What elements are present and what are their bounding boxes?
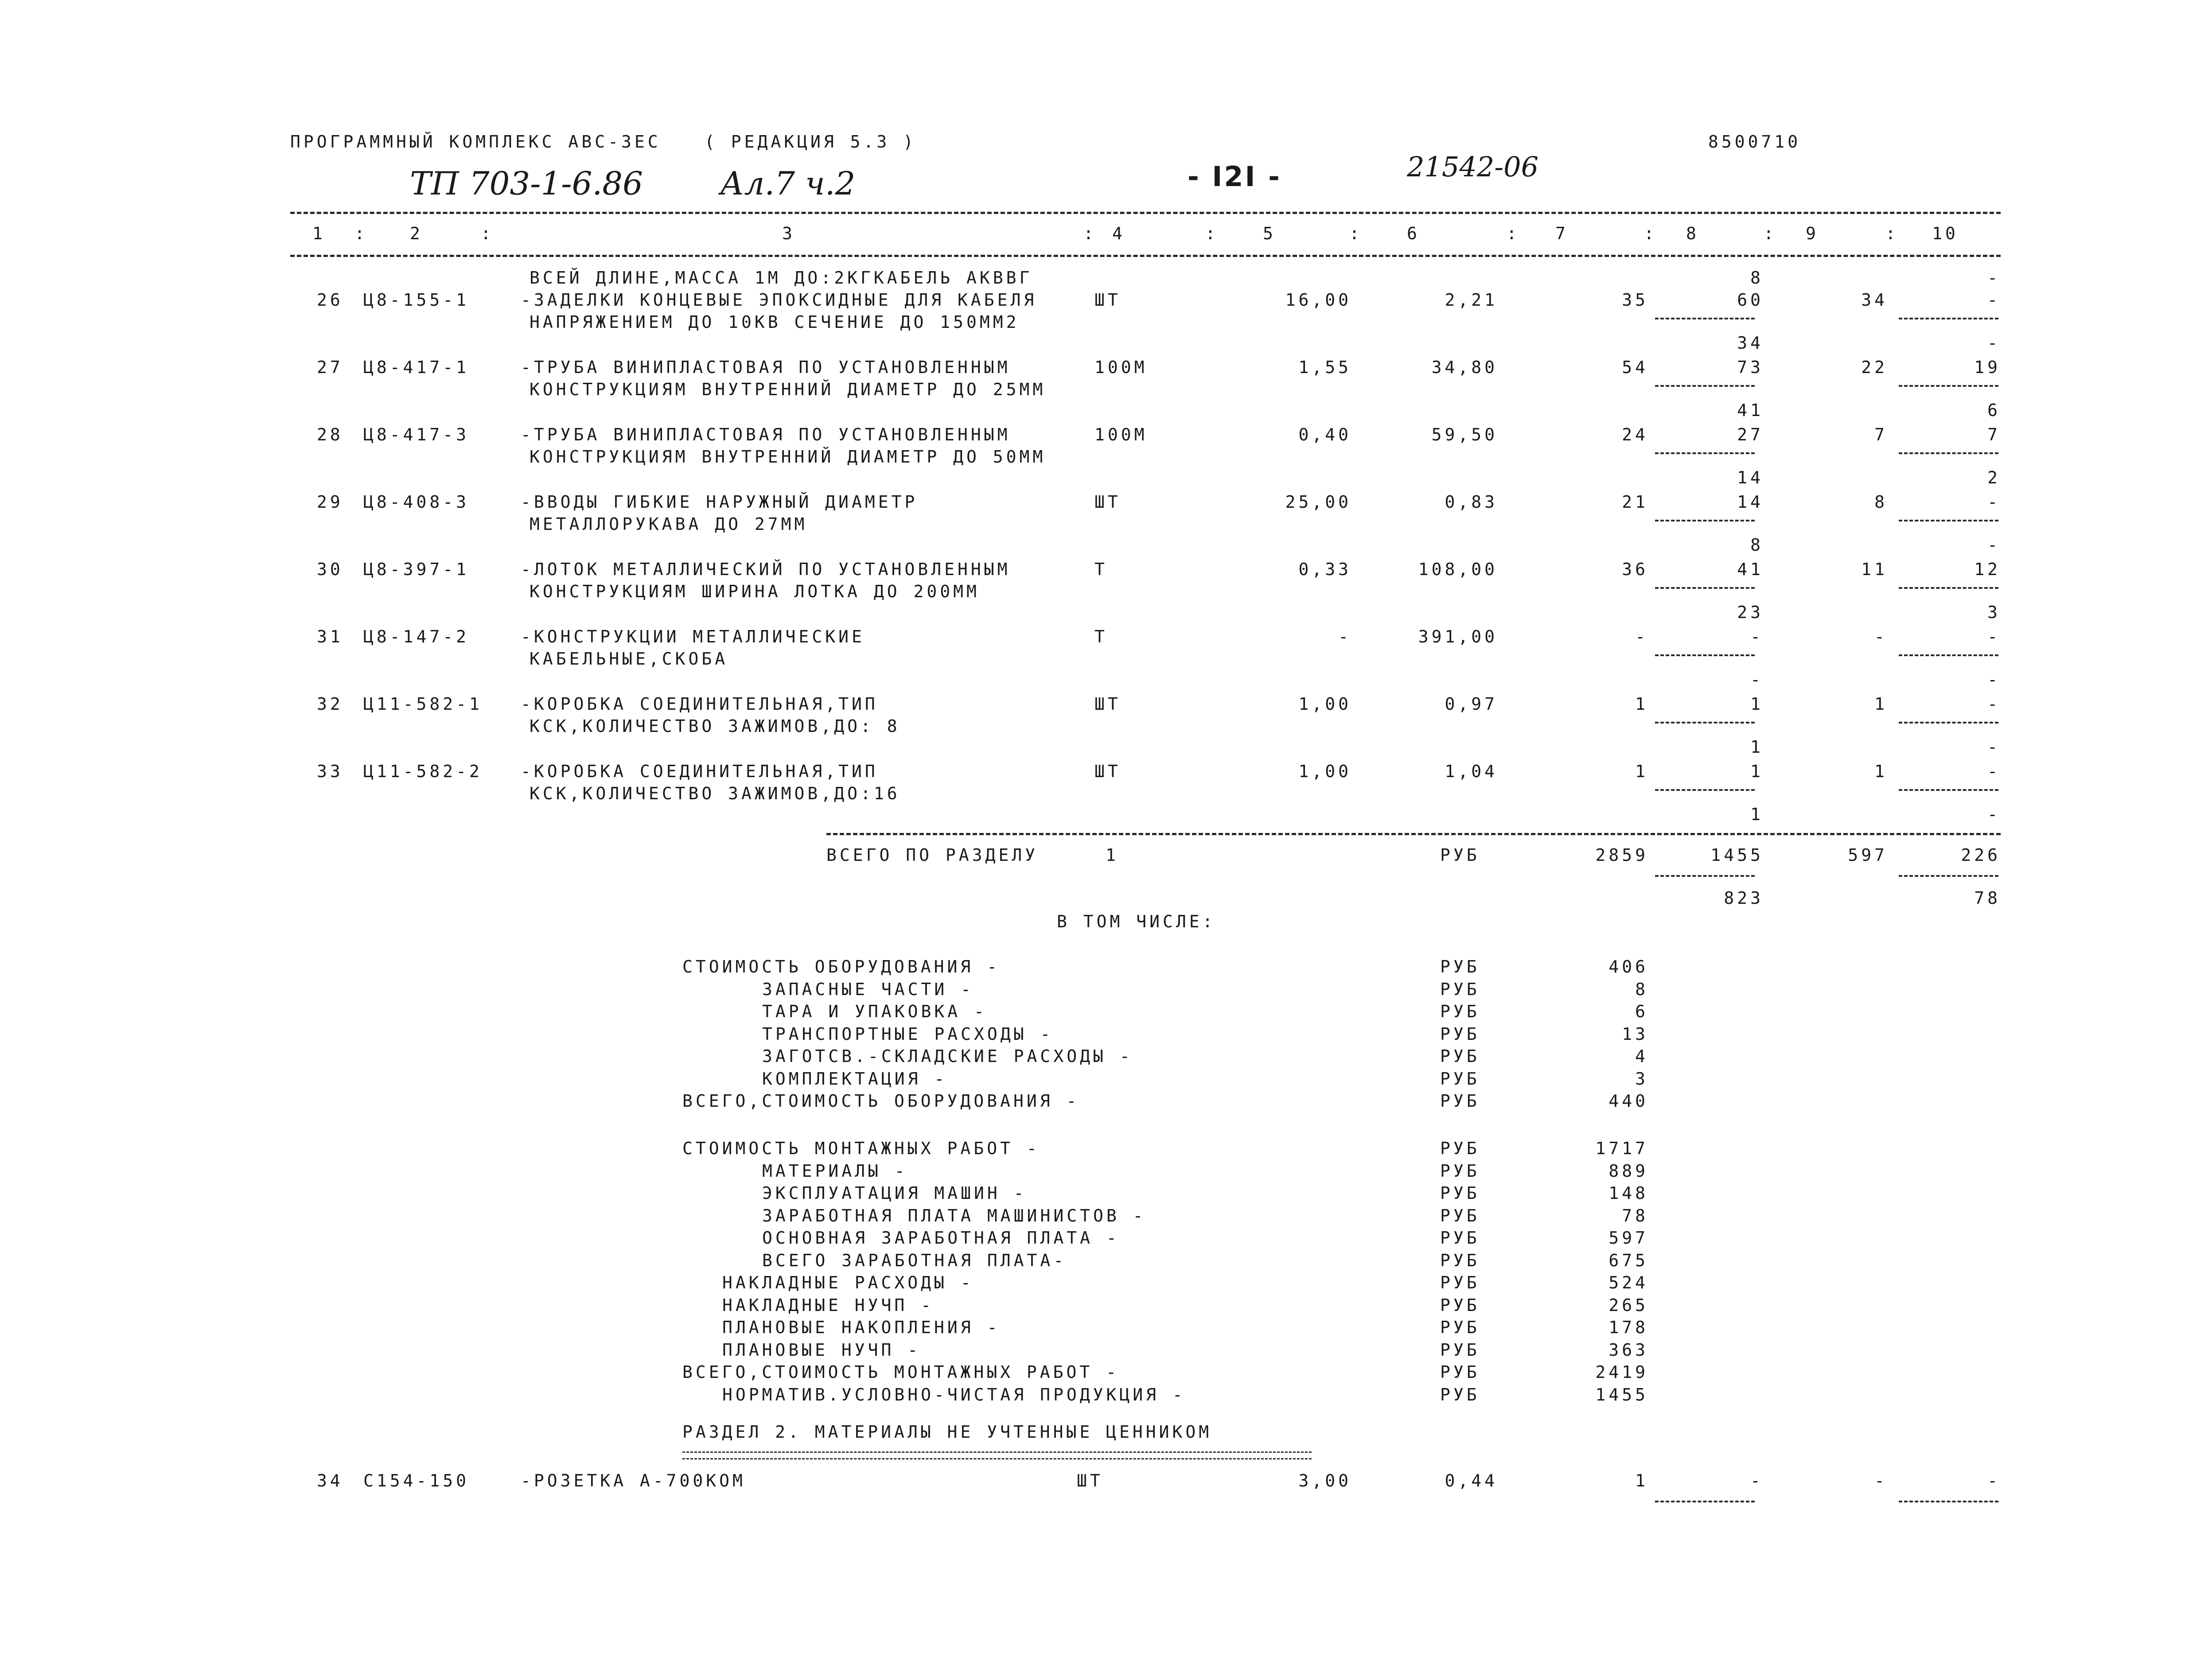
total-rule xyxy=(826,833,2001,835)
row-description-line: -КОРОБКА СОЕДИНИТЕЛЬНАЯ,ТИП xyxy=(521,762,878,781)
row-quantity: 1,00 xyxy=(1298,694,1351,714)
row-number: 27 xyxy=(317,358,343,377)
row-description-line: -ВВОДЫ ГИБКИЕ НАРУЖНЫЙ ДИАМЕТР xyxy=(521,492,918,512)
row-c8-rule xyxy=(1655,654,1755,656)
row-c10: - xyxy=(1987,627,2001,646)
row-c10-rule xyxy=(1899,452,1998,454)
row-continuation-text: ВСЕЙ ДЛИНЕ,МАССА 1М ДО:2КГКАБЕЛЬ АКВВГ xyxy=(530,268,1033,288)
row-description-line: КСК,КОЛИЧЕСТВО ЗАЖИМОВ,ДО:16 xyxy=(530,784,900,803)
breakdown-value: 406 xyxy=(1608,957,1648,977)
section-total-unit: РУБ xyxy=(1440,845,1480,865)
row-c10: - xyxy=(1987,290,2001,310)
column-separator: : xyxy=(1083,224,1097,243)
breakdown-value: 265 xyxy=(1608,1296,1648,1315)
row-c10-rule xyxy=(1899,587,1998,589)
section-total-c10: 226 xyxy=(1961,845,2001,865)
row-code: Ц8-397-1 xyxy=(363,560,470,579)
breakdown-value: 3 xyxy=(1635,1069,1648,1089)
breakdown-unit: РУБ xyxy=(1440,1385,1480,1404)
row-c10-rule xyxy=(1899,385,1998,387)
section2-row-desc: -РОЗЕТКА А-700КОМ xyxy=(521,1471,746,1490)
breakdown-label: ВСЕГО ЗАРАБОТНАЯ ПЛАТА- xyxy=(762,1251,1067,1270)
row-c10: 12 xyxy=(1974,560,2001,579)
row-description-line: -ТРУБА ВИНИПЛАСТОВАЯ ПО УСТАНОВЛЕННЫМ xyxy=(521,358,1011,377)
breakdown-label: ПЛАНОВЫЕ НУЧП - xyxy=(722,1340,921,1360)
breakdown-label: СТОИМОСТЬ ОБОРУДОВАНИЯ - xyxy=(682,957,1001,977)
row-unit: Т xyxy=(1094,560,1108,579)
breakdown-unit: РУБ xyxy=(1440,1318,1480,1337)
breakdown-value: 1717 xyxy=(1595,1139,1648,1158)
breakdown-unit: РУБ xyxy=(1440,1296,1480,1315)
section2-row-code: С154-150 xyxy=(363,1471,470,1490)
row-c8: 14 xyxy=(1737,492,1764,512)
breakdown-value: 4 xyxy=(1635,1047,1648,1066)
breakdown-value: 889 xyxy=(1608,1161,1648,1181)
row-c8-sub: 41 xyxy=(1737,401,1764,420)
column-header-10: 10 xyxy=(1932,224,1959,243)
row-c7: 35 xyxy=(1622,290,1648,310)
including-label: В ТОМ ЧИСЛЕ: xyxy=(1057,912,1216,931)
breakdown-value: 148 xyxy=(1608,1183,1648,1203)
row-quantity: 1,00 xyxy=(1298,762,1351,781)
column-header-4: 4 xyxy=(1112,224,1125,243)
row-c9: 1 xyxy=(1874,762,1888,781)
row-c8: 1 xyxy=(1750,694,1764,714)
section2-double-rule xyxy=(682,1451,1312,1459)
breakdown-unit: РУБ xyxy=(1440,957,1480,977)
row-description-line: КСК,КОЛИЧЕСТВО ЗАЖИМОВ,ДО: 8 xyxy=(530,716,900,736)
section2-title: РАЗДЕЛ 2. МАТЕРИАЛЫ НЕ УЧТЕННЫЕ ЦЕННИКОМ xyxy=(682,1422,1212,1442)
row-code: Ц11-582-2 xyxy=(363,762,483,781)
row-c10: - xyxy=(1987,694,2001,714)
row-c8-sub: 14 xyxy=(1737,468,1764,487)
breakdown-value: 597 xyxy=(1608,1228,1648,1248)
row-c10-sub: - xyxy=(1987,670,2001,689)
section2-row-c8: - xyxy=(1750,1471,1764,1490)
row-c10-rule xyxy=(1899,722,1998,724)
column-separator: : xyxy=(1644,224,1657,243)
breakdown-value: 524 xyxy=(1608,1273,1648,1292)
row-c10-rule xyxy=(1899,654,1998,656)
row-c10-sub: - xyxy=(1987,805,2001,824)
row-c7: 54 xyxy=(1622,358,1648,377)
section-total-c9: 597 xyxy=(1848,845,1888,865)
row-unit-price: 0,97 xyxy=(1445,694,1498,714)
breakdown-unit: РУБ xyxy=(1440,1161,1480,1181)
row-c9: 34 xyxy=(1861,290,1888,310)
row-code: Ц8-417-1 xyxy=(363,358,470,377)
breakdown-label: НАКЛАДНЫЕ НУЧП - xyxy=(722,1296,935,1315)
row-unit: ШТ xyxy=(1094,492,1121,512)
breakdown-label: ЭКСПЛУАТАЦИЯ МАШИН - xyxy=(762,1183,1027,1203)
column-header-9: 9 xyxy=(1806,224,1819,243)
breakdown-unit: РУБ xyxy=(1440,1362,1480,1382)
breakdown-value: 1455 xyxy=(1595,1385,1648,1404)
section-total-label: ВСЕГО ПО РАЗДЕЛУ xyxy=(826,845,1039,865)
row-unit-price: 0,83 xyxy=(1445,492,1498,512)
row-c10-top: - xyxy=(1987,268,2001,288)
row-c7: 1 xyxy=(1635,762,1648,781)
breakdown-label: ЗАПАСНЫЕ ЧАСТИ - xyxy=(762,980,974,999)
row-c10: 19 xyxy=(1974,358,2001,377)
section-total-c10-sub: 78 xyxy=(1974,888,2001,908)
breakdown-label: ТРАНСПОРТНЫЕ РАСХОДЫ - xyxy=(762,1024,1054,1044)
column-header-3: 3 xyxy=(782,224,795,243)
breakdown-value: 363 xyxy=(1608,1340,1648,1360)
row-quantity: 0,40 xyxy=(1298,425,1351,444)
column-separator: : xyxy=(1349,224,1363,243)
breakdown-label: ЗАГОТСВ.-СКЛАДСКИЕ РАСХОДЫ - xyxy=(762,1047,1133,1066)
section-total-c8: 1455 xyxy=(1710,845,1764,865)
row-c10-rule xyxy=(1899,789,1998,791)
breakdown-label: МАТЕРИАЛЫ - xyxy=(762,1161,908,1181)
handwritten-album-stamp: Ал.7 ч.2 xyxy=(720,165,856,202)
breakdown-label: ЗАРАБОТНАЯ ПЛАТА МАШИНИСТОВ - xyxy=(762,1206,1146,1225)
handwritten-inventory-number: 21542-06 xyxy=(1407,151,1539,183)
row-quantity: 16,00 xyxy=(1285,290,1351,310)
row-code: Ц8-408-3 xyxy=(363,492,470,512)
row-quantity: 0,33 xyxy=(1298,560,1351,579)
row-c8-rule xyxy=(1655,587,1755,589)
row-c8: - xyxy=(1750,627,1764,646)
row-description-line: КАБЕЛЬНЫЕ,СКОБА xyxy=(530,649,728,669)
edition-label: ( РЕДАКЦИЯ 5.3 ) xyxy=(705,132,917,152)
row-c10-sub: - xyxy=(1987,737,2001,757)
row-c8-rule xyxy=(1655,385,1755,387)
breakdown-label: КОМПЛЕКТАЦИЯ - xyxy=(762,1069,948,1089)
breakdown-label: ВСЕГО,СТОИМОСТЬ МОНТАЖНЫХ РАБОТ - xyxy=(682,1362,1119,1382)
document-code: 8500710 xyxy=(1708,132,1801,152)
row-description-line: НАПРЯЖЕНИЕМ ДО 10КВ СЕЧЕНИЕ ДО 150ММ2 xyxy=(530,312,1020,332)
row-unit: 100М xyxy=(1094,425,1148,444)
row-c8-sub: 1 xyxy=(1750,737,1764,757)
row-c8: 27 xyxy=(1737,425,1764,444)
breakdown-value: 675 xyxy=(1608,1251,1648,1270)
row-unit-price: 34,80 xyxy=(1431,358,1498,377)
row-c8-rule xyxy=(1655,520,1755,521)
column-separator: : xyxy=(481,224,494,243)
breakdown-value: 78 xyxy=(1622,1206,1648,1225)
row-description-line: -ЛОТОК МЕТАЛЛИЧЕСКИЙ ПО УСТАНОВЛЕННЫМ xyxy=(521,560,1011,579)
breakdown-label: ОСНОВНАЯ ЗАРАБОТНАЯ ПЛАТА - xyxy=(762,1228,1120,1248)
row-c8-sub: 23 xyxy=(1737,603,1764,622)
row-unit-price: 2,21 xyxy=(1445,290,1498,310)
row-quantity: - xyxy=(1338,627,1351,646)
row-unit-price: 391,00 xyxy=(1418,627,1498,646)
column-separator: : xyxy=(1507,224,1520,243)
row-c10-sub: 2 xyxy=(1987,468,2001,487)
column-separator: : xyxy=(1885,224,1899,243)
row-c7: 21 xyxy=(1622,492,1648,512)
breakdown-value: 2419 xyxy=(1595,1362,1648,1382)
section2-c8-rule xyxy=(1655,1501,1755,1502)
row-c10-sub: 3 xyxy=(1987,603,2001,622)
breakdown-unit: РУБ xyxy=(1440,1340,1480,1360)
row-code: Ц8-155-1 xyxy=(363,290,470,310)
row-number: 28 xyxy=(317,425,343,444)
row-c7: 24 xyxy=(1622,425,1648,444)
row-c8-sub: 1 xyxy=(1750,805,1764,824)
breakdown-label: НОРМАТИВ.УСЛОВНО-ЧИСТАЯ ПРОДУКЦИЯ - xyxy=(722,1385,1186,1404)
row-number: 33 xyxy=(317,762,343,781)
row-c9: 7 xyxy=(1874,425,1888,444)
row-c7: 36 xyxy=(1622,560,1648,579)
column-separator: : xyxy=(1205,224,1219,243)
row-c10-sub: - xyxy=(1987,535,2001,555)
breakdown-value: 6 xyxy=(1635,1002,1648,1021)
breakdown-unit: РУБ xyxy=(1440,1047,1480,1066)
row-c8-sub: - xyxy=(1750,670,1764,689)
row-c9: 1 xyxy=(1874,694,1888,714)
row-c10-sub: - xyxy=(1987,333,2001,353)
row-description-line: КОНСТРУКЦИЯМ ШИРИНА ЛОТКА ДО 200ММ xyxy=(530,582,980,601)
row-c10-rule xyxy=(1899,520,1998,521)
section2-row-c7: 1 xyxy=(1635,1471,1648,1490)
column-header-1: 1 xyxy=(312,224,326,243)
section2-row-qty: 3,00 xyxy=(1298,1471,1351,1490)
row-number: 26 xyxy=(317,290,343,310)
row-unit-price: 108,00 xyxy=(1418,560,1498,579)
row-c9: - xyxy=(1874,627,1888,646)
row-c8-sub: 8 xyxy=(1750,535,1764,555)
breakdown-unit: РУБ xyxy=(1440,1273,1480,1292)
total-c8-rule xyxy=(1655,875,1755,877)
row-c9: 8 xyxy=(1874,492,1888,512)
row-c10-rule xyxy=(1899,318,1998,319)
breakdown-unit: РУБ xyxy=(1440,1251,1480,1270)
breakdown-unit: РУБ xyxy=(1440,1206,1480,1225)
row-c8: 60 xyxy=(1737,290,1764,310)
total-c10-rule xyxy=(1899,875,1998,877)
row-code: Ц8-147-2 xyxy=(363,627,470,646)
row-unit: Т xyxy=(1094,627,1108,646)
row-c10: - xyxy=(1987,762,2001,781)
breakdown-unit: РУБ xyxy=(1440,1002,1480,1021)
breakdown-unit: РУБ xyxy=(1440,1024,1480,1044)
row-c8: 1 xyxy=(1750,762,1764,781)
breakdown-unit: РУБ xyxy=(1440,980,1480,999)
row-description-line: КОНСТРУКЦИЯМ ВНУТРЕННИЙ ДИАМЕТР ДО 25ММ xyxy=(530,380,1046,399)
header-rule-top xyxy=(290,212,2001,214)
row-quantity: 1,55 xyxy=(1298,358,1351,377)
row-unit: ШТ xyxy=(1094,762,1121,781)
row-c8-rule xyxy=(1655,789,1755,791)
row-number: 32 xyxy=(317,694,343,714)
breakdown-label: ТАРА И УПАКОВКА - xyxy=(762,1002,987,1021)
column-header-8: 8 xyxy=(1686,224,1699,243)
row-c10: 7 xyxy=(1987,425,2001,444)
breakdown-value: 13 xyxy=(1622,1024,1648,1044)
section-total-c8-sub: 823 xyxy=(1724,888,1764,908)
row-unit-price: 1,04 xyxy=(1445,762,1498,781)
row-description-line: -ТРУБА ВИНИПЛАСТОВАЯ ПО УСТАНОВЛЕННЫМ xyxy=(521,425,1011,444)
row-c8-top: 8 xyxy=(1750,268,1764,288)
section-total-section: 1 xyxy=(1106,845,1119,865)
row-c7: 1 xyxy=(1635,694,1648,714)
breakdown-unit: РУБ xyxy=(1440,1091,1480,1111)
row-c8-rule xyxy=(1655,722,1755,724)
row-unit: ШТ xyxy=(1094,694,1121,714)
breakdown-unit: РУБ xyxy=(1440,1228,1480,1248)
row-description-line: -КОРОБКА СОЕДИНИТЕЛЬНАЯ,ТИП xyxy=(521,694,878,714)
row-description-line: МЕТАЛЛОРУКАВА ДО 27ММ xyxy=(530,514,808,534)
section-total-c7: 2859 xyxy=(1595,845,1648,865)
column-separator: : xyxy=(1764,224,1777,243)
breakdown-value: 178 xyxy=(1608,1318,1648,1337)
row-quantity: 25,00 xyxy=(1285,492,1351,512)
breakdown-label: ПЛАНОВЫЕ НАКОПЛЕНИЯ - xyxy=(722,1318,1001,1337)
column-header-2: 2 xyxy=(410,224,423,243)
breakdown-unit: РУБ xyxy=(1440,1183,1480,1203)
row-c9: 22 xyxy=(1861,358,1888,377)
row-number: 29 xyxy=(317,492,343,512)
row-unit-price: 59,50 xyxy=(1431,425,1498,444)
section2-row-num: 34 xyxy=(317,1471,343,1490)
row-description-line: -ЗАДЕЛКИ КОНЦЕВЫЕ ЭПОКСИДНЫЕ ДЛЯ КАБЕЛЯ xyxy=(521,290,1037,310)
section2-row-unit: ШТ xyxy=(1077,1471,1103,1490)
breakdown-label: СТОИМОСТЬ МОНТАЖНЫХ РАБОТ - xyxy=(682,1139,1040,1158)
row-c8-sub: 34 xyxy=(1737,333,1764,353)
column-header-5: 5 xyxy=(1263,224,1276,243)
section2-c10-rule xyxy=(1899,1501,1998,1502)
breakdown-label: НАКЛАДНЫЕ РАСХОДЫ - xyxy=(722,1273,974,1292)
section2-row-c10: - xyxy=(1987,1471,2001,1490)
row-code: Ц11-582-1 xyxy=(363,694,483,714)
row-c10-sub: 6 xyxy=(1987,401,2001,420)
row-c8: 73 xyxy=(1737,358,1764,377)
breakdown-value: 440 xyxy=(1608,1091,1648,1111)
row-unit: 100М xyxy=(1094,358,1148,377)
row-number: 31 xyxy=(317,627,343,646)
row-description-line: КОНСТРУКЦИЯМ ВНУТРЕННИЙ ДИАМЕТР ДО 50ММ xyxy=(530,447,1046,467)
column-header-7: 7 xyxy=(1555,224,1569,243)
handwritten-project-stamp: ТП 703-1-6.86 xyxy=(410,165,643,202)
row-unit: ШТ xyxy=(1094,290,1121,310)
page-number: - I2I - xyxy=(1188,160,1281,193)
program-title: ПРОГРАММНЫЙ КОМПЛЕКС АВС-3ЕС xyxy=(290,132,661,152)
section2-row-price: 0,44 xyxy=(1445,1471,1498,1490)
row-c10: - xyxy=(1987,492,2001,512)
row-c8-rule xyxy=(1655,318,1755,319)
row-c7: - xyxy=(1635,627,1648,646)
row-number: 30 xyxy=(317,560,343,579)
breakdown-label: ВСЕГО,СТОИМОСТЬ ОБОРУДОВАНИЯ - xyxy=(682,1091,1080,1111)
row-description-line: -КОНСТРУКЦИИ МЕТАЛЛИЧЕСКИЕ xyxy=(521,627,865,646)
section2-row-c9: - xyxy=(1874,1471,1888,1490)
breakdown-unit: РУБ xyxy=(1440,1069,1480,1089)
breakdown-unit: РУБ xyxy=(1440,1139,1480,1158)
column-separator: : xyxy=(354,224,368,243)
row-c9: 11 xyxy=(1861,560,1888,579)
breakdown-value: 8 xyxy=(1635,980,1648,999)
row-c8: 41 xyxy=(1737,560,1764,579)
row-c8-rule xyxy=(1655,452,1755,454)
column-header-6: 6 xyxy=(1407,224,1420,243)
row-code: Ц8-417-3 xyxy=(363,425,470,444)
header-rule-bottom xyxy=(290,255,2001,257)
